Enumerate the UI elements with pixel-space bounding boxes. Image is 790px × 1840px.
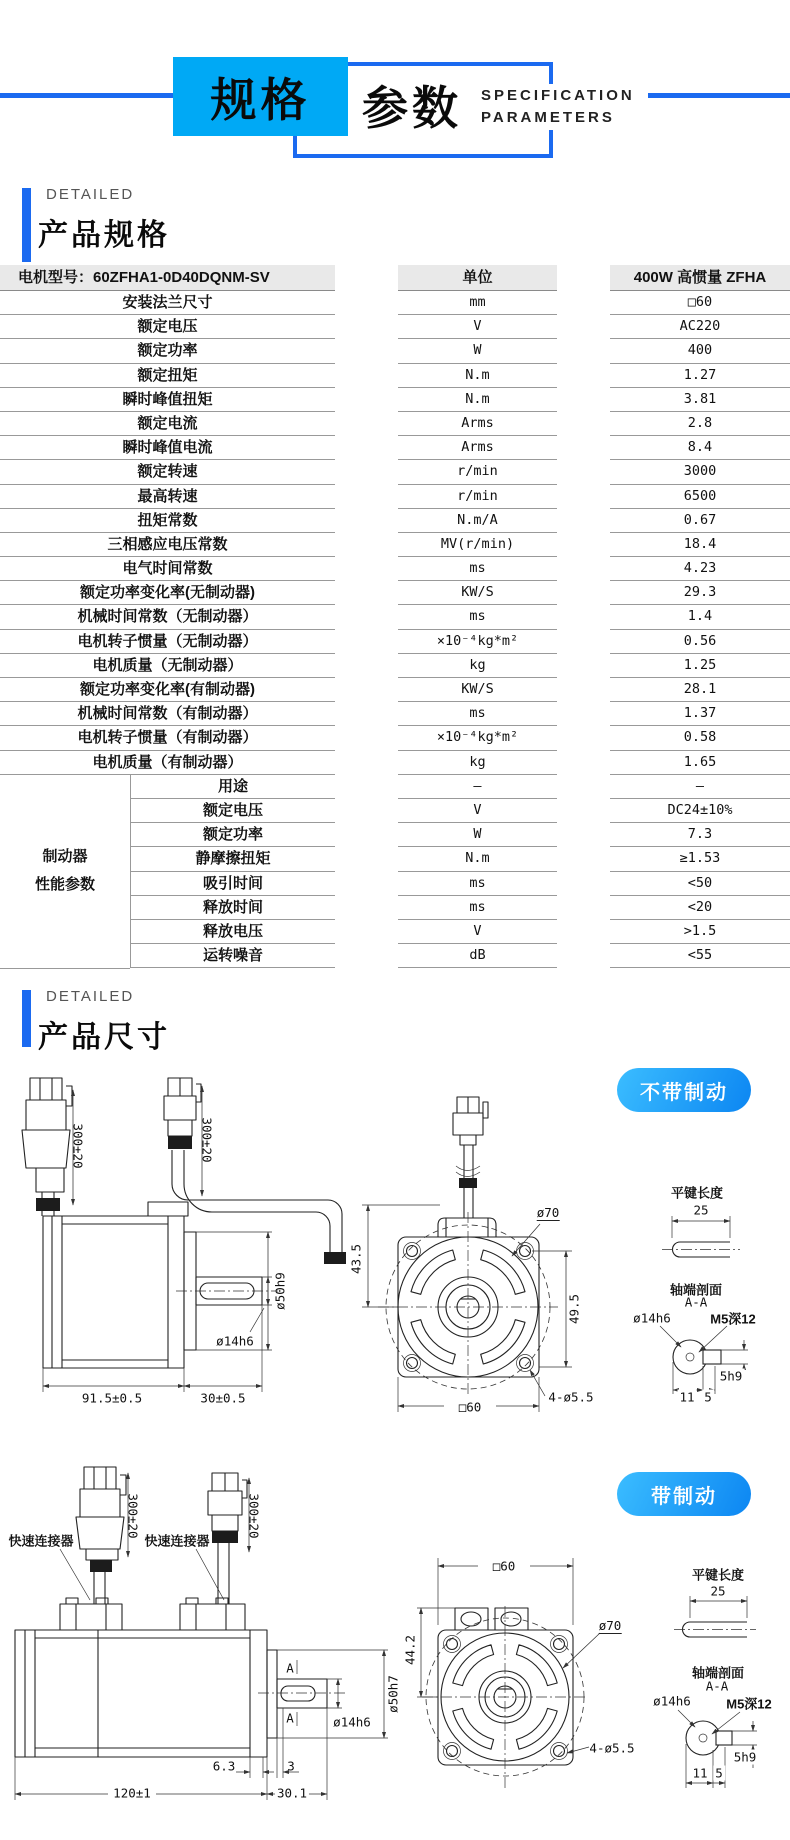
unit-cell: mm [398, 291, 557, 315]
column-gap [335, 557, 398, 581]
spec-table-row [0, 485, 790, 509]
unit-cell: ms [398, 896, 557, 920]
banner-title-2: 参数 [362, 82, 462, 134]
param-cell: 释放电压 [130, 920, 335, 944]
unit-cell: Arms [398, 436, 557, 460]
column-gap [335, 509, 398, 533]
front-view-motor-brake [417, 1558, 600, 1788]
quick-connector-label: 快速连接器 [144, 1533, 210, 1549]
column-gap [557, 388, 610, 412]
spec-table [0, 265, 790, 968]
column-gap [335, 896, 398, 920]
param-cell: 额定电压 [0, 315, 335, 339]
section-width-dim: 11 [679, 1389, 695, 1405]
param-cell: 额定功率变化率(有制动器) [0, 678, 335, 702]
banner-line-right [648, 93, 790, 98]
value-cell: □60 [610, 291, 790, 315]
brake-group-label-line: 制动器 [42, 847, 88, 865]
cable-length-dim: 300±20 [246, 1493, 262, 1539]
section-tap-dim: M5深12 [710, 1311, 756, 1327]
column-gap [557, 823, 610, 847]
value-cell: 1.65 [610, 751, 790, 775]
spec-table-row [0, 581, 790, 605]
param-cell: 额定电流 [0, 412, 335, 436]
column-gap [335, 726, 398, 750]
column-gap [335, 533, 398, 557]
column-gap [335, 751, 398, 775]
pilot-diameter-dim: ø50h9 [272, 1272, 288, 1310]
column-gap [557, 364, 610, 388]
column-gap [335, 702, 398, 726]
unit-cell: N.m [398, 388, 557, 412]
banner-subtitle [478, 84, 638, 130]
spec-table-row [0, 678, 790, 702]
unit-cell: — [398, 775, 557, 799]
section-width-dim: 11 [692, 1765, 708, 1781]
column-gap [335, 920, 398, 944]
unit-cell: ×10⁻⁴kg*m² [398, 630, 557, 654]
column-gap [557, 726, 610, 750]
column-gap [335, 388, 398, 412]
spec-table-row [0, 557, 790, 581]
spec-table-row [0, 364, 790, 388]
column-gap [557, 265, 610, 289]
column-gap [557, 581, 610, 605]
side-view-motor-brake [15, 1467, 388, 1800]
section-specs-bar [22, 188, 31, 262]
value-cell: 28.1 [610, 678, 790, 702]
square-size-dim: □60 [458, 1399, 482, 1415]
pilot-diameter-dim: ø50h7 [385, 1675, 401, 1713]
section-specs-eyebrow: DETAILED [46, 186, 135, 203]
section-shaft-dia: ø14h6 [633, 1310, 671, 1326]
value-cell: 400W 高惯量 ZFHA [610, 265, 790, 291]
value-cell: 0.56 [610, 630, 790, 654]
value-cell: 1.4 [610, 605, 790, 629]
flange-thickness-dim: 6.3 [212, 1758, 236, 1774]
value-cell: — [610, 775, 790, 799]
column-gap [557, 557, 610, 581]
unit-cell: dB [398, 944, 557, 968]
column-gap [335, 944, 398, 968]
section-aa-label: A-A [705, 1678, 729, 1694]
unit-cell: N.m [398, 364, 557, 388]
shaft-section-title: 轴端剖面 [691, 1665, 745, 1681]
unit-cell: N.m [398, 847, 557, 871]
param-cell: 静摩擦扭矩 [130, 847, 335, 871]
column-gap [557, 702, 610, 726]
param-cell: 安装法兰尺寸 [0, 291, 335, 315]
body-length-dim: 120±1 [113, 1785, 151, 1801]
param-cell: 电机质量（有制动器） [0, 751, 335, 775]
spec-table-row [0, 654, 790, 678]
param-cell: 三相感应电压常数 [0, 533, 335, 557]
value-cell: <20 [610, 896, 790, 920]
section-key-dim: 5h9 [719, 1368, 743, 1384]
value-cell: 8.4 [610, 436, 790, 460]
section-width-dim: 5 [704, 1389, 712, 1405]
unit-cell: Arms [398, 412, 557, 436]
unit-cell: ms [398, 872, 557, 896]
column-gap [557, 291, 610, 315]
column-gap [335, 364, 398, 388]
cable-length-dim: 300±20 [70, 1123, 86, 1169]
column-gap [557, 509, 610, 533]
column-gap [335, 823, 398, 847]
unit-cell: W [398, 339, 557, 363]
unit-cell: 单位 [398, 265, 557, 291]
section-aa-label: A-A [684, 1294, 708, 1310]
column-gap [335, 291, 398, 315]
body-length-dim: 91.5±0.5 [81, 1390, 143, 1406]
value-cell: 400 [610, 339, 790, 363]
banner-title-box [173, 57, 348, 136]
unit-cell: V [398, 799, 557, 823]
column-gap [557, 630, 610, 654]
banner-subtitle-line1: SPECIFICATION [481, 87, 635, 104]
value-cell: <50 [610, 872, 790, 896]
keyway-length-dim: 25 [710, 1583, 726, 1599]
param-cell: 额定扭矩 [0, 364, 335, 388]
section-cut-marker: A [286, 1660, 294, 1676]
spec-table-row [0, 509, 790, 533]
param-cell: 电机型号：60ZFHA1-0D40DQNM-SV [0, 265, 335, 291]
keyway-length-title: 平键长度 [691, 1567, 745, 1583]
value-cell: 29.3 [610, 581, 790, 605]
unit-cell: MV(r/min) [398, 533, 557, 557]
column-gap [335, 605, 398, 629]
flange-circle-dim: ø70 [598, 1618, 622, 1633]
value-cell: 3000 [610, 460, 790, 484]
value-cell: 1.25 [610, 654, 790, 678]
column-gap [335, 412, 398, 436]
value-cell: 0.58 [610, 726, 790, 750]
column-gap [335, 265, 398, 289]
value-cell: <55 [610, 944, 790, 968]
spec-table-row [0, 436, 790, 460]
column-gap [335, 315, 398, 339]
column-gap [557, 678, 610, 702]
column-gap [335, 436, 398, 460]
mount-holes-dim: 4-ø5.5 [589, 1740, 635, 1756]
column-gap [557, 412, 610, 436]
value-cell: ≥1.53 [610, 847, 790, 871]
column-gap [557, 944, 610, 968]
banner-title: 规格 [210, 73, 311, 126]
quick-connector-label: 快速连接器 [8, 1533, 74, 1549]
keyway-length-title: 平键长度 [670, 1185, 724, 1201]
param-cell: 电机转子惯量（无制动器） [0, 630, 335, 654]
unit-cell: kg [398, 654, 557, 678]
column-gap [557, 872, 610, 896]
value-cell: 4.23 [610, 557, 790, 581]
badge-with-brake: 带制动 [617, 1472, 751, 1516]
section-tap-dim: M5深12 [726, 1696, 772, 1712]
column-gap [335, 775, 398, 799]
front-height-dim: 44.2 [402, 1634, 418, 1666]
spec-table-row [0, 315, 790, 339]
column-gap [557, 485, 610, 509]
mount-holes-dim: 4-ø5.5 [548, 1389, 594, 1405]
square-size-dim: □60 [492, 1558, 516, 1574]
unit-cell: KW/S [398, 581, 557, 605]
unit-cell: KW/S [398, 678, 557, 702]
unit-cell: r/min [398, 485, 557, 509]
spec-table-row [0, 702, 790, 726]
column-gap [335, 630, 398, 654]
param-cell: 额定功率 [0, 339, 335, 363]
spec-table-row [0, 605, 790, 629]
value-cell: 7.3 [610, 823, 790, 847]
badge-no-brake: 不带制动 [617, 1068, 751, 1112]
spec-table-row [0, 339, 790, 363]
shaft-length-dim: 30.1 [276, 1785, 308, 1801]
column-gap [557, 654, 610, 678]
param-cell: 吸引时间 [130, 872, 335, 896]
spec-table-row [0, 726, 790, 750]
value-cell: 1.37 [610, 702, 790, 726]
param-cell: 瞬时峰值电流 [0, 436, 335, 460]
param-cell: 运转噪音 [130, 944, 335, 968]
section-width-dim: 5 [715, 1765, 723, 1781]
unit-cell: ms [398, 557, 557, 581]
column-gap [335, 654, 398, 678]
param-cell: 扭矩常数 [0, 509, 335, 533]
unit-cell: W [398, 823, 557, 847]
cable-length-dim: 300±20 [199, 1117, 215, 1163]
column-gap [335, 678, 398, 702]
front-view-motor [362, 1097, 572, 1412]
param-cell: 额定电压 [130, 799, 335, 823]
spec-table-row [0, 630, 790, 654]
shaft-diameter-dim: ø14h6 [333, 1714, 371, 1730]
shaft-diameter-dim: ø14h6 [216, 1333, 254, 1349]
spec-table-row [0, 533, 790, 557]
banner-subtitle-line2: PARAMETERS [481, 108, 615, 126]
unit-cell: kg [398, 751, 557, 775]
value-cell: 18.4 [610, 533, 790, 557]
column-gap [557, 847, 610, 871]
column-gap [557, 436, 610, 460]
column-gap [335, 460, 398, 484]
column-gap [557, 605, 610, 629]
value-cell: 3.81 [610, 388, 790, 412]
section-specs-title: 产品规格 [38, 219, 170, 252]
column-gap [557, 751, 610, 775]
spec-table-header-row [0, 265, 790, 291]
value-cell: 0.67 [610, 509, 790, 533]
value-cell: 2.8 [610, 412, 790, 436]
column-gap [557, 896, 610, 920]
shaft-section-title: 轴端剖面 [669, 1282, 723, 1298]
column-gap [557, 339, 610, 363]
column-gap [557, 533, 610, 557]
brake-group-label [0, 775, 130, 969]
unit-cell: ×10⁻⁴kg*m² [398, 726, 557, 750]
column-gap [557, 799, 610, 823]
param-cell: 电机转子惯量（有制动器） [0, 726, 335, 750]
spec-table-row [0, 460, 790, 484]
param-cell: 机械时间常数（无制动器） [0, 605, 335, 629]
param-cell: 额定转速 [0, 460, 335, 484]
param-cell: 机械时间常数（有制动器） [0, 702, 335, 726]
unit-cell: ms [398, 605, 557, 629]
unit-cell: N.m/A [398, 509, 557, 533]
column-gap [335, 847, 398, 871]
spec-table-row [0, 751, 790, 775]
unit-cell: V [398, 315, 557, 339]
flange-circle-dim: ø70 [536, 1205, 560, 1220]
spec-table-row [0, 388, 790, 412]
section-shaft-dia: ø14h6 [653, 1693, 691, 1709]
param-cell: 额定功率 [130, 823, 335, 847]
front-height-dim: 43.5 [348, 1243, 364, 1275]
unit-cell: r/min [398, 460, 557, 484]
column-gap [335, 581, 398, 605]
column-gap [557, 775, 610, 799]
spec-table-row [0, 412, 790, 436]
column-gap [335, 339, 398, 363]
column-gap [335, 872, 398, 896]
brake-group-label-line: 性能参数 [34, 876, 95, 894]
param-cell: 额定功率变化率(无制动器) [0, 581, 335, 605]
spec-table-row [0, 291, 790, 315]
value-cell: AC220 [610, 315, 790, 339]
column-gap [557, 920, 610, 944]
keyway-length-dim: 25 [693, 1202, 709, 1218]
shaft-length-dim: 30±0.5 [200, 1390, 246, 1406]
column-gap [557, 315, 610, 339]
section-dimensions-eyebrow: DETAILED [46, 988, 135, 1005]
param-cell: 释放时间 [130, 896, 335, 920]
column-gap [557, 460, 610, 484]
value-cell: 6500 [610, 485, 790, 509]
value-cell: DC24±10% [610, 799, 790, 823]
value-cell: 1.27 [610, 364, 790, 388]
section-dimensions-bar [22, 990, 31, 1047]
cable-length-dim: 300±20 [125, 1493, 141, 1539]
param-cell: 瞬时峰值扭矩 [0, 388, 335, 412]
param-cell: 用途 [130, 775, 335, 799]
param-cell: 电机质量（无制动器） [0, 654, 335, 678]
param-cell: 电气时间常数 [0, 557, 335, 581]
param-cell: 最高转速 [0, 485, 335, 509]
section-cut-marker: A [286, 1710, 294, 1726]
section-dimensions-title: 产品尺寸 [38, 1021, 170, 1054]
value-cell: >1.5 [610, 920, 790, 944]
unit-cell: V [398, 920, 557, 944]
column-gap [335, 485, 398, 509]
column-gap [335, 799, 398, 823]
front-height-dim: 49.5 [566, 1293, 582, 1325]
unit-cell: ms [398, 702, 557, 726]
section-key-dim: 5h9 [733, 1749, 757, 1765]
collar-thickness-dim: 3 [287, 1758, 295, 1774]
